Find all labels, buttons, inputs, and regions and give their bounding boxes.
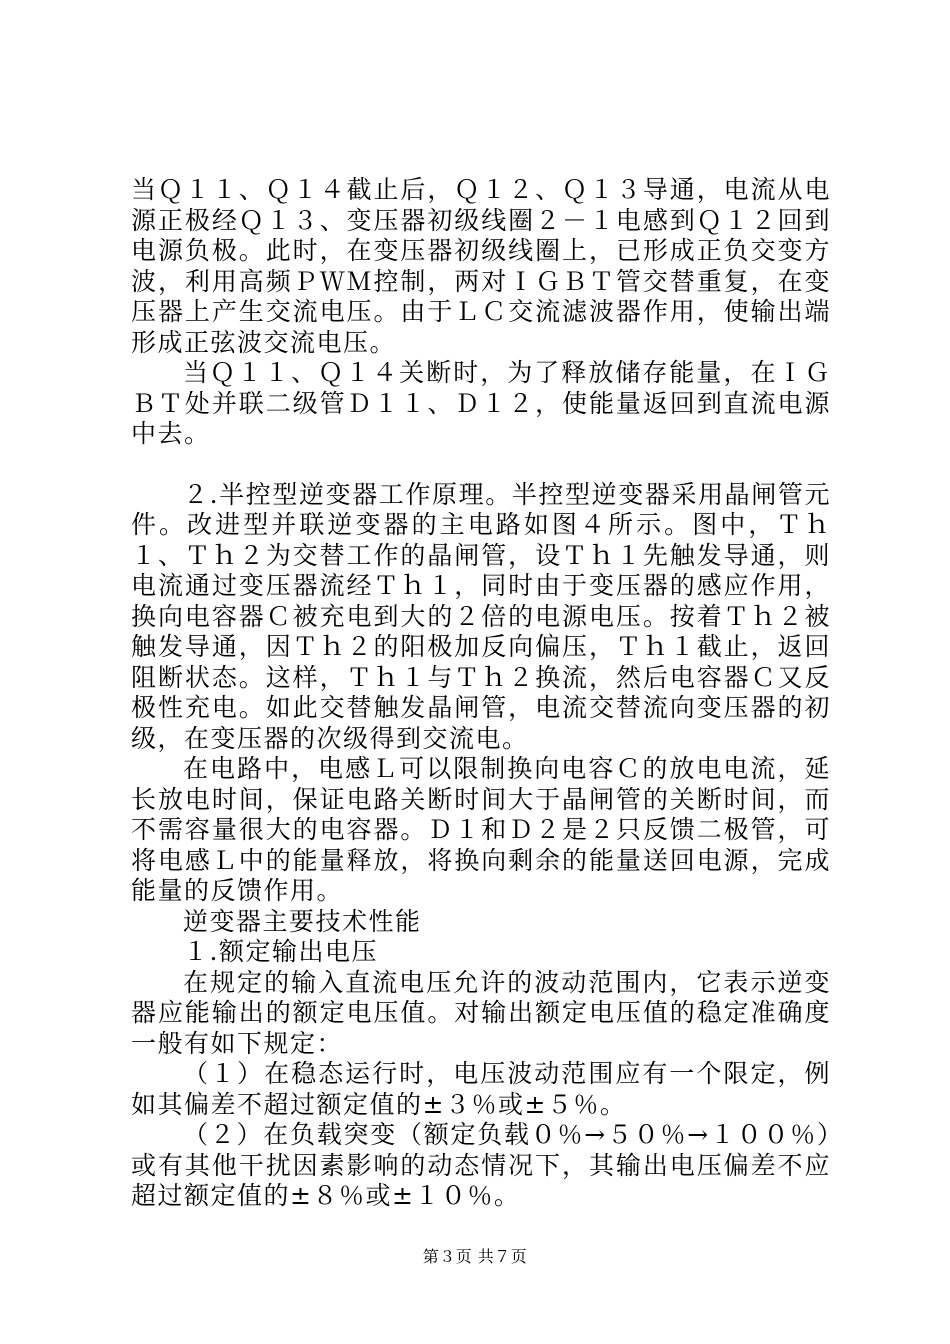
paragraph-dynamic-load: （２）在负载突变（额定负载０％→５０％→１００％）或有其他干扰因素影响的动态情况下，其输出电压偏差不应超过额定值的±８％或±１０％。: [131, 1120, 831, 1210]
subheading-rated-voltage: １.额定输出电压: [183, 937, 378, 966]
paragraph-rated-voltage: 在规定的输入直流电压允许的波动范围内，它表示逆变器应能输出的额定电压值。对输出额定电压值的稳定准确度一般有如下规定：: [131, 967, 831, 1058]
section-heading-performance: 逆变器主要技术性能: [183, 906, 422, 936]
paragraph-steady-state: （１）在稳态运行时，电压波动范围应有一个限定，例如其偏差不超过额定值的±３％或±５％。: [131, 1059, 831, 1119]
paragraph-igbt-diodes: 当Ｑ１１、Ｑ１４关断时，为了释放储存能量，在ＩＧＢＴ处并联二级管Ｄ１１、Ｄ１２，使能量返回到直流电源中去。: [131, 358, 831, 448]
document-body: [131, 175, 831, 1212]
paragraph-inductor-function: 在电路中，电感Ｌ可以限制换向电容Ｃ的放电电流，延长放电时间，保证电路关断时间大于晶闸管的关断时间，而不需容量很大的电容器。Ｄ１和Ｄ２是２只反馈二极管，可将电感Ｌ中的能量释放，将换向剩余的能量送回电源，完成能量的反馈作用。: [131, 754, 831, 905]
paragraph-half-controlled-principle: ２.半控型逆变器工作原理。半控型逆变器采用晶闸管元件。改进型并联逆变器的主电路如图４所示。图中，Ｔｈ１、Ｔｈ２为交替工作的晶闸管，设Ｔｈ１先触发导通，则电流通过变压器流经Ｔｈ１，同时由于变压器的感应作用，换向电容器Ｃ被充电到大的２倍的电源电压。按着Ｔｈ２被触发导通，因Ｔｈ２的阳极加反向偏压，Ｔｈ１截止，返回阻断状态。这样，Ｔｈ１与Ｔｈ２换流，然后电容器Ｃ又反极性充电。如此交替触发晶闸管，电流交替流向变压器的初级，在变压器的次级得到交流电。: [131, 479, 831, 753]
page-footer: 第３页 共７页: [422, 1247, 528, 1266]
paragraph-igbt-conduction: 当Ｑ１１、Ｑ１４截止后，Ｑ１２、Ｑ１３导通，电流从电源正极经Ｑ１３、变压器初级线圈２－１电感到Ｑ１２回到电源负极。此时，在变压器初级线圈上，已形成正负交变方波，利用高频ＰＷＭ控制，两对ＩＧＢＴ管交替重复，在变压器上产生交流电压。由于ＬＣ交流滤波器作用，使输出端形成正弦波交流电压。: [131, 175, 831, 357]
